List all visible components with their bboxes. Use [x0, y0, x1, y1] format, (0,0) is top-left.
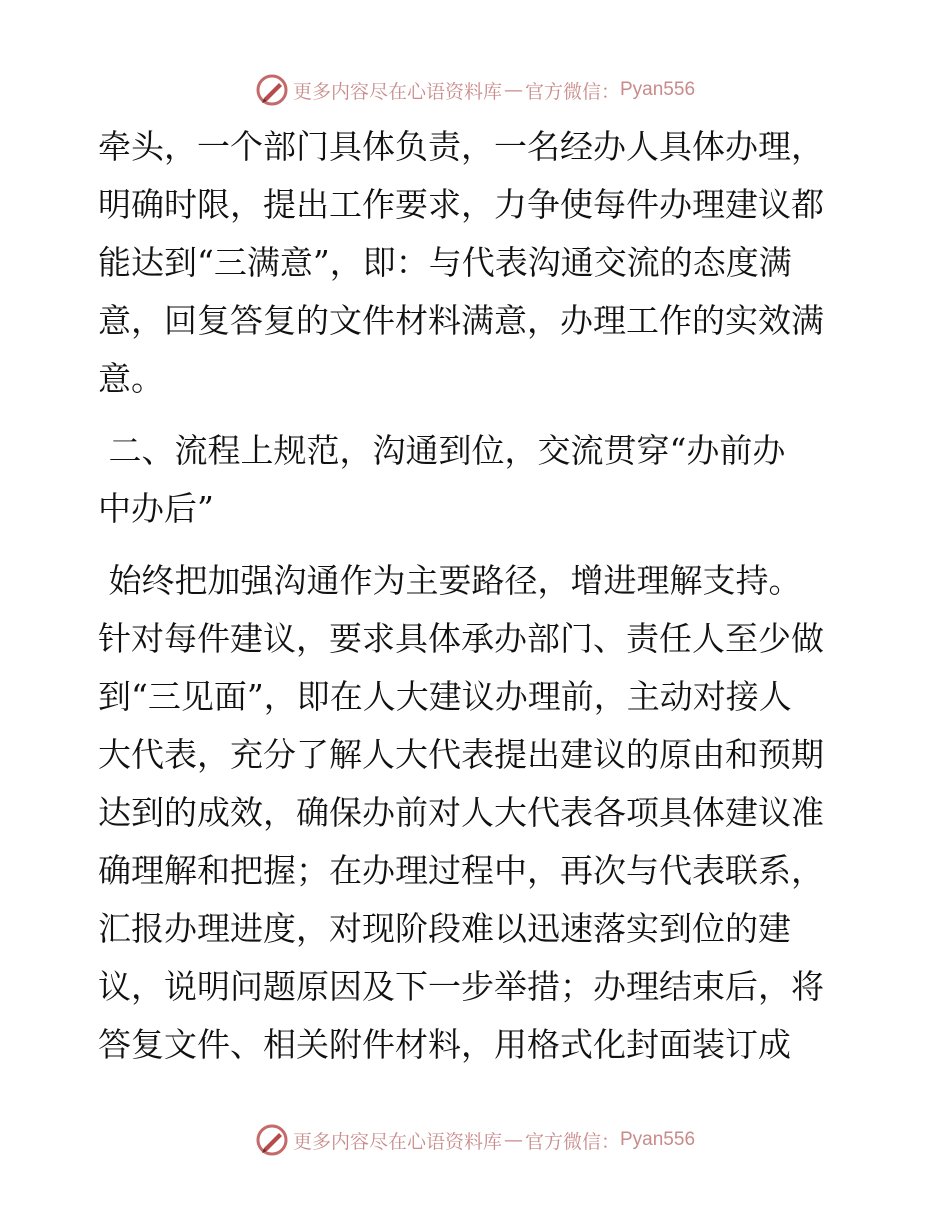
- banner-wechat-id: Pyan556: [620, 79, 696, 100]
- banner-wechat-label: 官方微信：: [524, 1130, 620, 1153]
- banner-text: 更多内容尽在心语资料库: [292, 1130, 502, 1153]
- banner-text: 更多内容尽在心语资料库: [292, 80, 502, 103]
- text-line: 中办后”: [98, 489, 214, 528]
- text-line: 针对每件建议，要求具体承办部门、责任人至少做: [98, 619, 824, 658]
- text-line: 确理解和把握；在办理过程中，再次与代表联系，: [98, 851, 824, 890]
- text-line: 二、流程上规范，沟通到位，交流贯穿“办前办: [98, 431, 786, 470]
- header-banner: [0, 70, 950, 110]
- section-heading: [98, 422, 858, 538]
- paragraph-1: [98, 118, 858, 408]
- banner-wechat-label: 官方微信：: [524, 80, 620, 103]
- text-line: 牵头，一个部门具体负责，一名经办人具体办理，: [98, 127, 824, 166]
- text-line: 达到的成效，确保办前对人大代表各项具体建议准: [98, 793, 824, 832]
- banner-wechat-id: Pyan556: [620, 1129, 696, 1150]
- footer-banner: [0, 1120, 950, 1160]
- pen-logo-icon: [255, 73, 289, 107]
- text-line: 始终把加强沟通作为主要路径，增进理解支持。: [98, 561, 802, 600]
- pen-logo-icon: [255, 1123, 289, 1157]
- text-line: 答复文件、相关附件材料，用格式化封面装订成: [98, 1025, 791, 1064]
- document-body: [98, 118, 858, 1074]
- paragraph-2: [98, 552, 858, 1074]
- text-line: 议，说明问题原因及下一步举措；办理结束后，将: [98, 967, 824, 1006]
- banner-dash: —: [503, 1129, 523, 1151]
- text-line: 明确时限，提出工作要求，力争使每件办理建议都: [98, 185, 824, 224]
- text-line: 汇报办理进度，对现阶段难以迅速落实到位的建: [98, 909, 791, 948]
- banner-dash: —: [503, 79, 523, 101]
- text-line: 大代表，充分了解人大代表提出建议的原由和预期: [98, 735, 824, 774]
- text-line: 到“三见面”，即在人大建议办理前，主动对接人: [98, 677, 792, 716]
- text-line: 能达到“三满意”，即：与代表沟通交流的态度满: [98, 243, 792, 282]
- text-line: 意，回复答复的文件材料满意，办理工作的实效满: [98, 301, 824, 340]
- text-line: 意。: [98, 359, 164, 398]
